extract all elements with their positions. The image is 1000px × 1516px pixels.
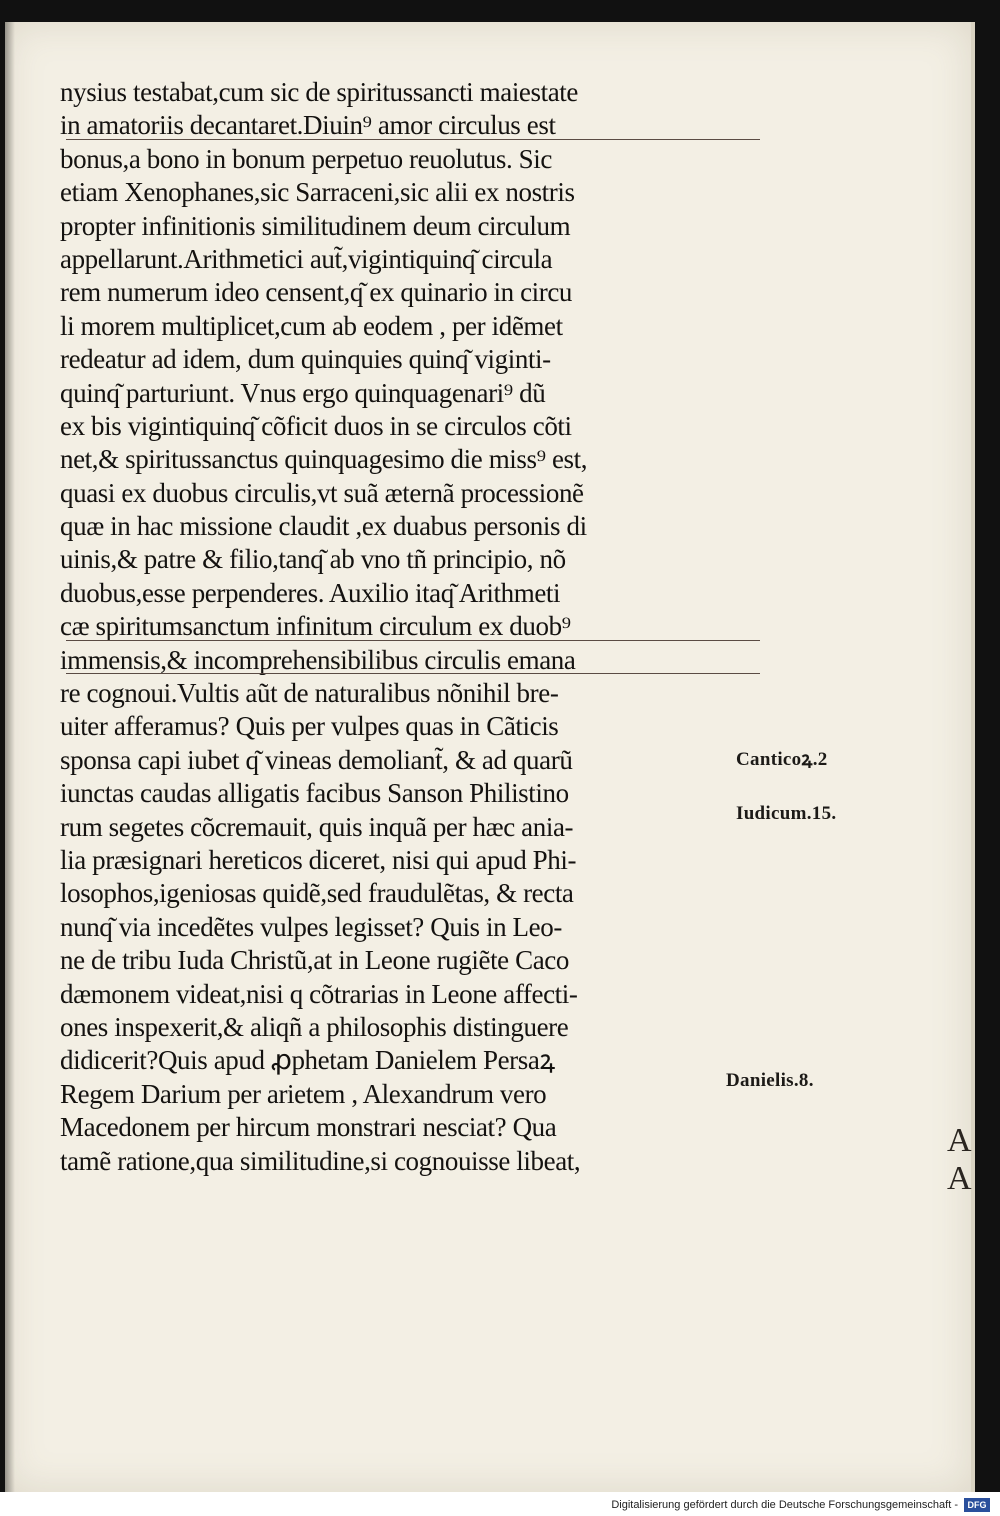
text-line: uinis,& patre & filio,tanq͂ ab vno tñ principio, nõ bbox=[60, 544, 566, 575]
funding-credit: Digitalisierung gefördert durch die Deutsche Forschungsgemeinschaft - bbox=[611, 1499, 958, 1511]
margin-note-danielis: Danielis.8. bbox=[726, 1070, 814, 1091]
edge-letter: A bbox=[947, 1160, 972, 1197]
text-line: quinq͂ parturiunt. Vnus ergo quinquagenari⁹ dũ bbox=[60, 377, 546, 408]
text-line: Regem Darium per arietem , Alexandrum vero bbox=[60, 1078, 547, 1109]
text-line: propter infinitionis similitudinem deum circulum bbox=[60, 210, 571, 241]
page-gutter-shadow bbox=[5, 22, 15, 1492]
text-line: net,& spiritussanctus quinquagesimo die miss⁹ est, bbox=[60, 444, 588, 475]
text-line: cæ spiritumsanctum infinitum circulum ex duob⁹ bbox=[60, 610, 760, 643]
text-line: uiter afferamus? Quis per vulpes quas in Cãticis bbox=[60, 711, 559, 742]
text-block bbox=[60, 76, 760, 1178]
text-line: nysius testabat,cum sic de spiritussancti maiestate bbox=[60, 77, 578, 107]
text-line: etiam Xenophanes,sic Sarraceni,sic alii ex nostris bbox=[60, 177, 575, 208]
edge-letter: A bbox=[947, 1122, 972, 1159]
text-line: ones inspexerit,& aliqñ a philosophis distinguere bbox=[60, 1011, 569, 1042]
text-line: losophos,igeniosas quidẽ,sed fraudulẽtas, & recta bbox=[60, 878, 574, 909]
text-line: bonus,a bono in bonum perpetuo reuolutus. Sic bbox=[60, 143, 552, 174]
text-line: appellarunt.Arithmetici aut̃,vigintiquinq͂ circula bbox=[60, 243, 553, 274]
text-line: immensis,& incomprehensibilibus circulis emana bbox=[60, 644, 760, 677]
text-line: in amatoriis decantaret.Diuin⁹ amor circulus est bbox=[60, 109, 760, 142]
text-line: redeatur ad idem, dum quinquies quinq͂ viginti- bbox=[60, 344, 551, 375]
text-line: quasi ex duobus circulis,vt suã æternã processionẽ bbox=[60, 477, 584, 508]
text-line: ex bis vigintiquinq͂ cõficit duos in se circulos cõti bbox=[60, 410, 572, 441]
margin-note-iudicum: Iudicum.15. bbox=[736, 803, 837, 824]
text-line: Macedonem per hircum monstrari nesciat? Qua bbox=[60, 1112, 557, 1143]
text-line: lia præsignari hereticos diceret, nisi qui apud Phi- bbox=[60, 844, 577, 875]
text-line: dæmonem videat,nisi q cõtrarias in Leone affecti- bbox=[60, 978, 578, 1009]
text-line: tamẽ ratione,qua similitudine,si cognouisse libeat, bbox=[60, 1145, 581, 1176]
dfg-logo: DFG bbox=[964, 1498, 990, 1512]
text-line: sponsa capi iubet q͂ vineas demoliant̃, & ad quarũ bbox=[60, 744, 573, 775]
text-line: ne de tribu Iuda Christũ,at in Leone rugiẽte Caco bbox=[60, 945, 569, 976]
text-line: didicerit?Quis apud ꝓphetam Danielem Persaꝝ bbox=[60, 1045, 555, 1076]
text-line: quæ in hac missione claudit ,ex duabus personis di bbox=[60, 511, 587, 542]
text-line: rem numerum ideo censent,q͂ ex quinario in circu bbox=[60, 277, 573, 308]
text-line: iunctas caudas alligatis facibus Sanson Philistino bbox=[60, 778, 569, 809]
footer-bar bbox=[0, 1492, 1000, 1516]
margin-note-canticorum: Canticoꝝ.2 bbox=[736, 749, 828, 770]
text-line: re cognoui.Vultis aũt de naturalibus nõnihil bre- bbox=[60, 678, 559, 709]
text-line: li morem multiplicet,cum ab eodem , per idẽmet bbox=[60, 310, 563, 341]
text-line: nunq͂ via incedẽtes vulpes legisset? Quis in Leo- bbox=[60, 911, 562, 942]
text-line: duobus,esse perpenderes. Auxilio itaq͂ Arithmeti bbox=[60, 577, 561, 608]
text-line: rum segetes cõcremauit, quis inquã per hæc ania- bbox=[60, 811, 574, 842]
